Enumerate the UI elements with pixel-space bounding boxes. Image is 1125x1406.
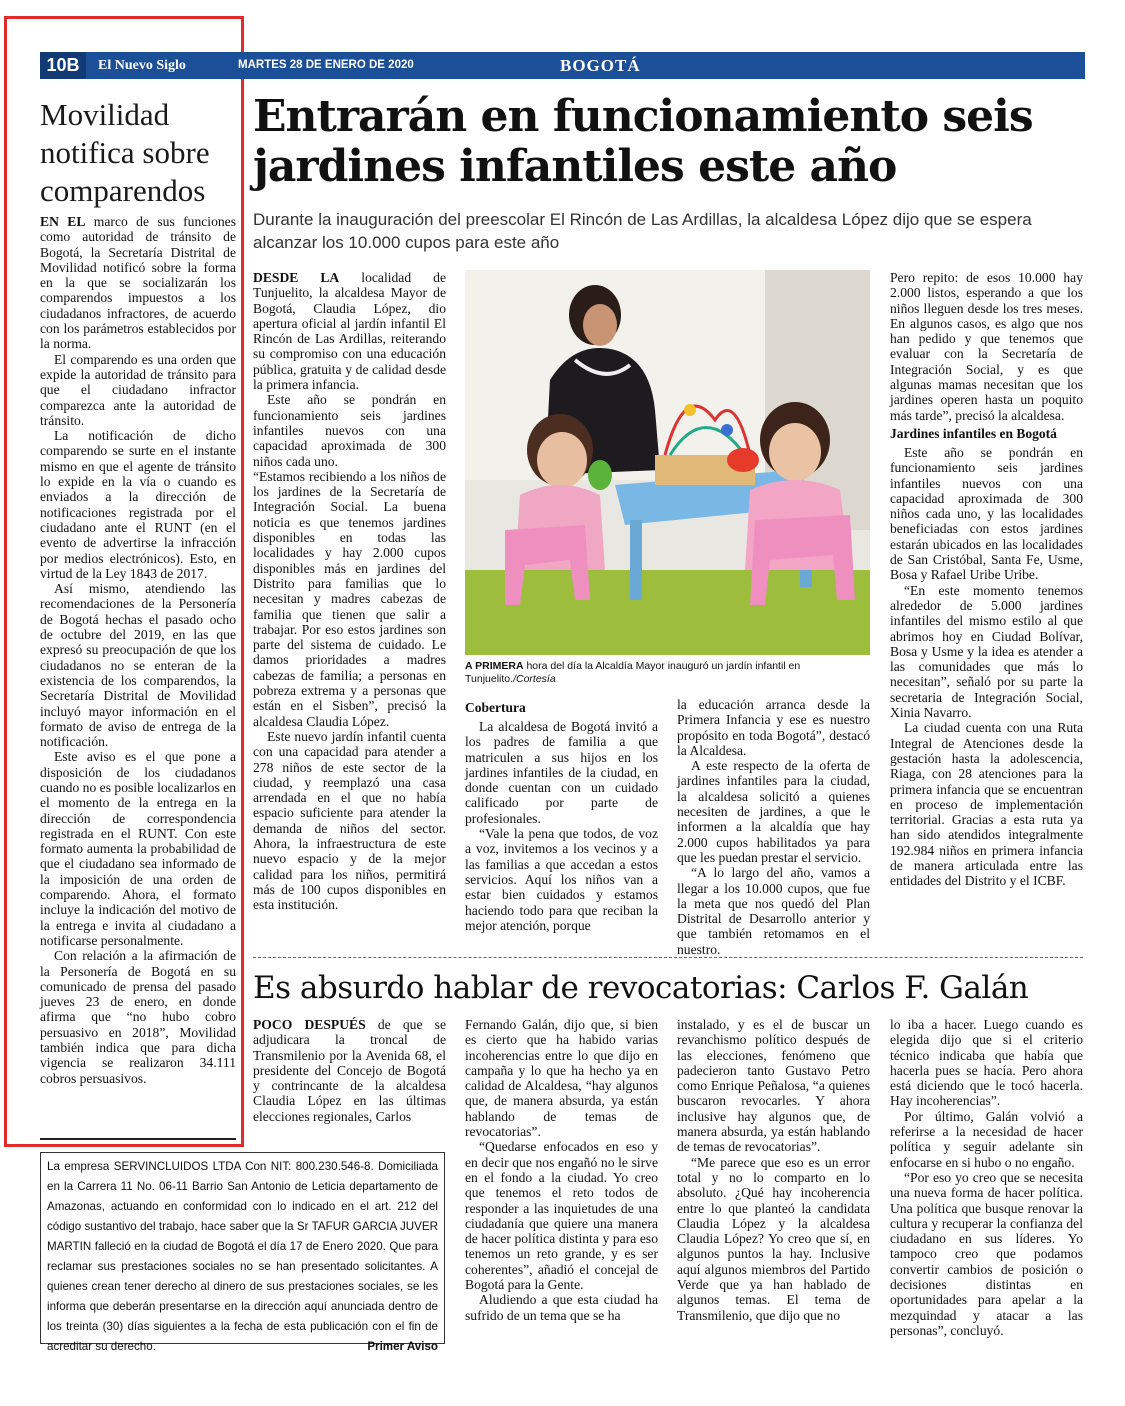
paragraph: POCO DESPUÉS de que se adjudicara la troncal de Transmilenio por la Avenida 68, el presidente del Concejo de Bogotá y contrincante de la alcaldesa Claudia López en las últimas elecciones regionales, Carlos <box>253 1017 447 1124</box>
paragraph: “Quedarse enfocados en eso y en decir que nos engañó no le sirve en el fondo a la ciudad. Yo creo que tenemos el reto todos de responder a las inquietudes de una ciudadanía que quiere una manera de hacer política distinta y para eso tenemos un reto grande, y es ser coherentes”, añadió el concejal de Bogotá para la Gente. <box>465 1139 658 1293</box>
photo-illustration <box>465 270 870 655</box>
second-column-3 <box>677 1017 870 1323</box>
paragraph: Con relación a la afirmación de la Personería de Bogotá en su comunicado de prensa del pasado jueves 23 de enero, en donde afirma que “no hubo cobro persuasivo en 2018”, Movilidad también indica que para dicha vigencia se realizaron 34.111 cobros persuasivos. <box>40 948 236 1086</box>
paragraph: “Estamos recibiendo a los niños de los jardines de la Secretaría de Integración Social. La buena noticia es que tenemos jardines disponibles en todas las localidades y hay 2.000 cupos disponibles más en jardines del Distrito para familias que lo necesitan y madres cabezas de familia que tienen que salir a trabajar. Por eso estos jardines son parte del sistema de cuidado. Le damos prioridades a madres cabezas de familia; a personas en pobreza extrema y a personas que están en el Sisben”, precisó la alcaldesa Claudia López. <box>253 468 446 729</box>
photo-credit: /Cortesía <box>513 673 556 685</box>
paragraph: “Me parece que eso es un error total y no lo comparto en lo absoluto. ¿Qué hay incoherencia entre lo que planteó la candidata Claudia López y la alcaldesa Claudia López? Yo creo que sí, en algunos puntos la hay. Inclusive aquí algunos miembros del Partido Verde que ya han hablado de algunos temas. El tema de Transmilenio, que dijo que no <box>677 1154 870 1323</box>
subheading-cobertura: Cobertura <box>465 700 526 715</box>
left-article-body <box>40 214 236 1086</box>
paragraph: La ciudad cuenta con una Ruta Integral de Atenciones desde la gestación hasta la adolescencia, Riaga, con 28 atenciones para la primera infancia que se encuentran en proceso de implementación territorial. Gracias a esta ruta ya han sido atendidos integralmente 192.984 niños en primera infancia de manera articulada entre las entidades del Distrito y el ICBF. <box>890 720 1083 889</box>
paragraph: Así mismo, atendiendo las recomendaciones de la Personería de Bogotá hechas el pasado ocho de octubre del 2019, en las que expresó su preocupación de que los ciudadanos no se enteran de la existencia de los comparendos, la Secretaría Distrital de Movilidad incluyó mayor información en el formato de aviso de entrega de la notificación. <box>40 581 236 750</box>
second-headline: Es absurdo hablar de revocatorias: Carlos F. Galán <box>253 970 1029 1006</box>
notice-signature: Primer Aviso <box>367 1340 438 1353</box>
publication-date: MARTES 28 DE ENERO DE 2020 <box>238 59 414 71</box>
divider <box>40 1138 236 1140</box>
main-column-3 <box>677 697 870 957</box>
main-column-2 <box>465 697 658 933</box>
paragraph: Aludiendo a que esta ciudad ha sufrido de un tema que se ha <box>465 1292 658 1323</box>
main-headline: Entrarán en funcionamiento seis jardines infantiles este año <box>253 91 1033 192</box>
legal-notice <box>40 1152 445 1353</box>
notice-text: La empresa SERVINCLUIDOS LTDA Con NIT: 800.230.546-8. Domiciliada en la Carrera 11 No. 06-11 Barrio San Antonio de Leticia departamento de Amazonas, actuando en conformidad con lo indicado en el art. 212 del código sustantivo del trabajo, hace saber que la Sr TAFUR GARCIA JUVER MARTIN falleció en la ciudad de Bogotá el día 17 de Enero 2020. Que para reclamar sus prestaciones sociales no se han presentado solicitantes. A quienes crean tener derecho al dinero de sus prestaciones sociales, se les informa que deberán presentarse en la dirección aquí anunciada dentro de los treinta (30) días siguientes a la fecha de esta publicación con el fin de acreditar su derecho. <box>47 1160 438 1353</box>
lead-in: POCO DESPUÉS <box>253 1017 366 1032</box>
caption-lead: A PRIMERA <box>465 660 524 672</box>
page-number: 10B <box>40 52 86 79</box>
paragraph: Fernando Galán, dijo que, si bien es cierto que ha habido varias incoherencias entre lo que dijo en campaña y lo que ha hecho ya en calidad de Alcaldesa, “hay algunos que, de manera absurda, ya están hablando de temas de revocatorias”. <box>465 1017 658 1140</box>
paragraph: Este año se pondrán en funcionamiento seis jardines infantiles nuevos con una capacidad aproximada de 300 niños cada uno, y las localidades beneficiadas con estos jardines estarán ubicados en las localidades de San Cristóbal, Santa Fe, Usme, Bosa y Rafael Uribe Uribe. <box>890 444 1083 583</box>
left-article-title: Movilidad notifica sobre comparendos <box>40 97 210 208</box>
paragraph: Este nuevo jardín infantil cuenta con una capacidad para atender a 278 niños de este sector de la ciudad, y reemplazó una casa arrendada en el que no había espacio suficiente para atender la demanda de niños del sector. Ahora, la infraestructura de este nuevo espacio y de la mejor calidad para los niños, permitirá más de 100 cupos disponibles en esta institución. <box>253 728 446 913</box>
paragraph: Pero repito: de esos 10.000 hay 2.000 listos, esperando a que los niños lleguen desde los tres meses. En algunos casos, es algo que nos han pedido y que tenemos que evaluar con la Secretaría de Integración Social, y es que algunas mamas necesitan que los jardines operen hasta un poquito más tarde”, precisó la alcaldesa. <box>890 270 1083 423</box>
main-column-1 <box>253 270 446 912</box>
section-name: BOGOTÁ <box>560 56 641 75</box>
paragraph: Este año se pondrán en funcionamiento seis jardines infantiles nuevos con una capacidad aproximada de 300 niños cada uno. <box>253 392 446 469</box>
lead-in: DESDE LA <box>253 270 340 285</box>
lead-in: EN EL <box>40 214 86 229</box>
paragraph: la educación arranca desde la Primera Infancia y ese es nuestro propósito en toda Bogotá”, destacó la Alcaldesa. <box>677 697 870 758</box>
paragraph: La notificación de dicho comparendo se surte en el instante mismo en que el agente de tránsito lo expide en la vía o cuando es enviados a la dirección de notificaciones registrada por el ciudadano ante el RUNT (en el evento de advertirse la infracción por medios electrónicos). Esto, en virtud de la Ley 1843 de 2017. <box>40 428 236 581</box>
paragraph: Este aviso es el que pone a disposición de los ciudadanos cuando no es posible localizarlos en el momento de la entrega en la dirección de correspondencia registrada en el RUNT. Con este formato aumenta la probabilidad de que el ciudadano sea informado de la imposición de una orden de comparendo. Ahora, el formato incluye la indicación del motivo de la entrega e invita al ciudadano a notificarse personalmente. <box>40 749 236 948</box>
paragraph: instalado, y es el de buscar un revanchismo político después de las elecciones, fenómeno que padecieron tanto Gustavo Petro como Enrique Peñalosa, “a quienes buscaron revocarles. Y ahora inclusive hay algunos que, de manera absurda, ya están hablando de temas de revocatorias”. <box>677 1017 870 1155</box>
paragraph: DESDE LA localidad de Tunjuelito, la alcaldesa Mayor de Bogotá, Claudia López, dio apertura oficial al jardín infantil El Rincón de Las Ardillas, reiterando su compromiso con una educación pública, gratuita y de calidad desde la primera infancia. <box>253 270 446 393</box>
paragraph: lo iba a hacer. Luego cuando es elegida dijo que si el criterio técnico indicaba que había que hacerla pues se hacía. Pero ahora está diciendo que le tocó hacerla. Hay incoherencias”. <box>890 1017 1083 1109</box>
paragraph: La alcaldesa de Bogotá invitó a los padres de familia a que matriculen a sus hijos en los jardines infantiles de la ciudad, en donde cuentan con un cuidado calificado por parte de profesionales. <box>465 719 658 826</box>
paragraph: “A lo largo del año, vamos a llegar a los 10.000 cupos, que fue la meta que nos quedó del Plan Distrital de Desarrollo anterior y que también retomamos en el nuestro. <box>677 865 870 957</box>
paragraph: A este respecto de la oferta de jardines infantiles para la ciudad, la alcaldesa solicitó a quienes necesiten de jardines, a que le informen a la alcaldía que hay 2.000 cupos habilitados ya para que les puedan prestar el servicio. <box>677 758 870 865</box>
subheading-jardines: Jardines infantiles en Bogotá <box>890 425 1057 441</box>
photo-caption: A PRIMERA hora del día la Alcaldía Mayor inauguró un jardín infantil en Tunjuelito./Cortesía <box>465 660 801 685</box>
second-column-2 <box>465 1017 658 1323</box>
paragraph: “Vale la pena que todos, de voz a voz, invitemos a los vecinos y a las familias a que accedan a estos servicios. Aquí los niños van a estar bien cuidados y estamos haciendo todo para que reciban la mejor atención, porque <box>465 826 658 933</box>
main-subheadline: Durante la inauguración del preescolar El Rincón de Las Ardillas, la alcaldesa López dijo que se espera alcanzar los 10.000 cupos para este año <box>253 210 1032 252</box>
second-column-4 <box>890 1017 1083 1338</box>
paragraph: “En este momento tenemos alrededor de 5.000 jardines infantiles del mismo estilo al que abrimos hoy en Ciudad Bolívar, Bosa y Usme y la idea es atender a las comunidades que más lo necesitan”, señaló por su parte la secretaria de Integración Social, Xinia Navarro. <box>890 582 1083 721</box>
second-column-1 <box>253 1017 446 1124</box>
paragraph: “Por eso yo creo que se necesita una nueva forma de hacer política. Una política que busque renovar la cultura y recuperar la confianza del ciudadano en sus líderes. Yo tampoco creo que podamos convertir cambios de posición o decisiones distintas en oportunidades para apelar a la mezquindad y atacar a las personas”, concluyó. <box>890 1169 1083 1338</box>
main-column-4 <box>890 270 1083 889</box>
paragraph: EN EL marco de sus funciones como autoridad de tránsito de Bogotá, la Secretaría Distrital de Movilidad notificó sobre la forma en la que se socializarán los comparendos impuestos a los ciudadanos infractores, de acuerdo con los parámetros establecidos por la norma. <box>40 214 236 352</box>
paragraph: El comparendo es una orden que expide la autoridad de tránsito para que el ciudadano infractor comparezca ante la autoridad de tránsito. <box>40 351 236 428</box>
paragraph: Por último, Galán volvió a referirse a la necesidad de hacer política y seguir adelante sin enfocarse en si hubo o no engaño. <box>890 1108 1083 1170</box>
section-divider <box>253 957 1083 958</box>
article-photo <box>465 270 870 655</box>
newspaper-name: El Nuevo Siglo <box>98 58 186 73</box>
page-header <box>40 52 1085 79</box>
